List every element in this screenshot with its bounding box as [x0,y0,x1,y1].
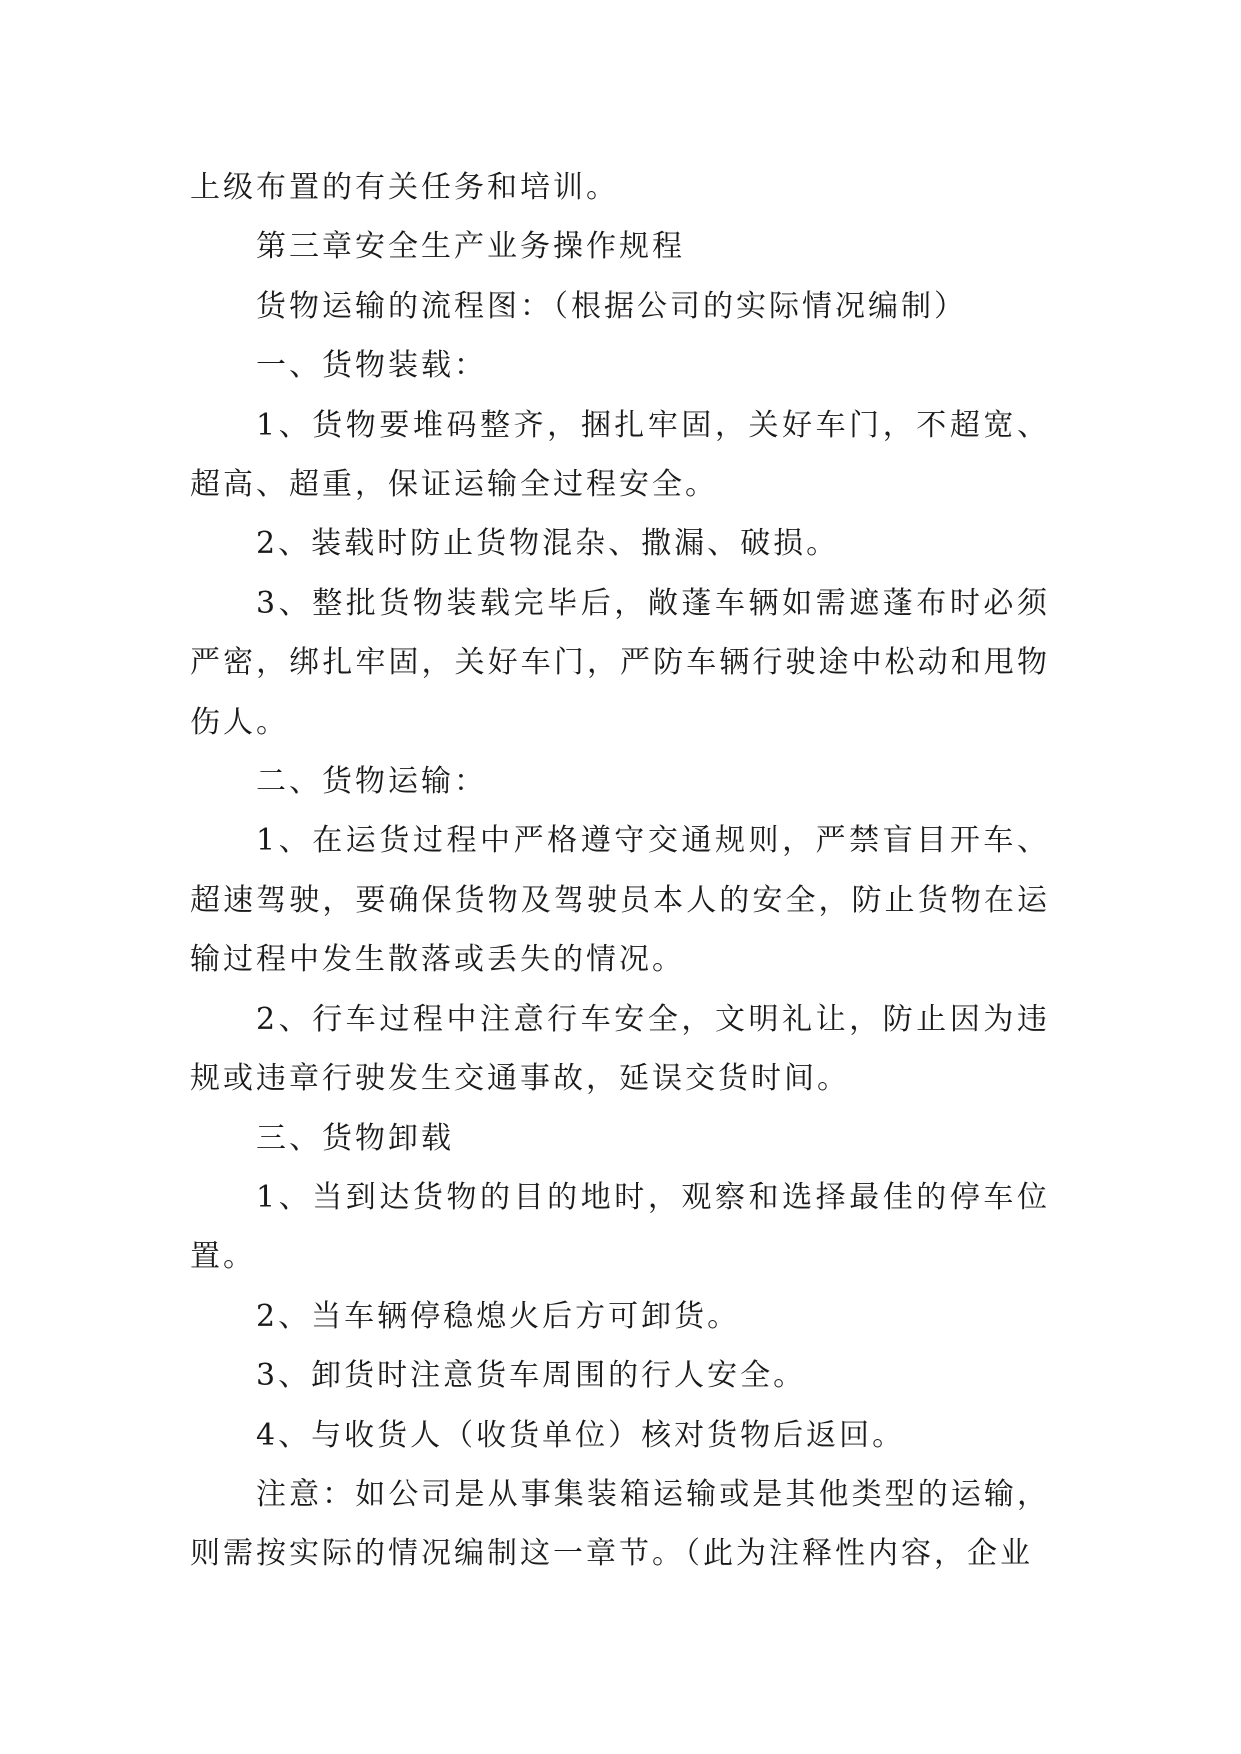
list-item: 2、行车过程中注意行车安全，文明礼让，防止因为违规或违章行驶发生交通事故，延误交货时间。 [190,1001,1050,1097]
list-item: 1、货物要堆码整齐，捆扎牢固，关好车门，不超宽、超高、超重，保证运输全过程安全。 [190,407,1050,503]
list-item: 3、卸货时注意货车周围的行人安全。 [256,1358,807,1394]
chapter-heading: 第三章安全生产业务操作规程 [256,229,685,265]
document-body [190,158,1050,1584]
list-item: 4、与收货人（收货单位）核对货物后返回。 [256,1417,906,1453]
section-heading: 三、货物卸载 [256,1120,454,1156]
section-heading: 二、货物运输： [256,764,487,800]
paragraph: 上级布置的有关任务和培训。 [190,170,619,205]
paragraph: 货物运输的流程图：（根据公司的实际情况编制） [256,288,967,324]
list-item: 1、在运货过程中严格遵守交通规则，严禁盲目开车、超速驾驶，要确保货物及驾驶员本人的安全，防止货物在运输过程中发生散落或丢失的情况。 [190,823,1050,978]
list-item: 3、整批货物装载完毕后，敞蓬车辆如需遮蓬布时必须严密，绑扎牢固，关好车门，严防车辆行驶途中松动和甩物伤人。 [190,585,1050,740]
list-item: 2、装载时防止货物混杂、撒漏、破损。 [256,526,840,562]
list-item: 2、当车辆停稳熄火后方可卸货。 [256,1298,741,1334]
list-item: 1、当到达货物的目的地时，观察和选择最佳的停车位置。 [190,1179,1050,1275]
note-paragraph: 注意：如公司是从事集装箱运输或是其他类型的运输，则需按实际的情况编制这一章节。（此为注释性内容，企业 [190,1476,1050,1572]
section-heading: 一、货物装载： [256,348,487,384]
